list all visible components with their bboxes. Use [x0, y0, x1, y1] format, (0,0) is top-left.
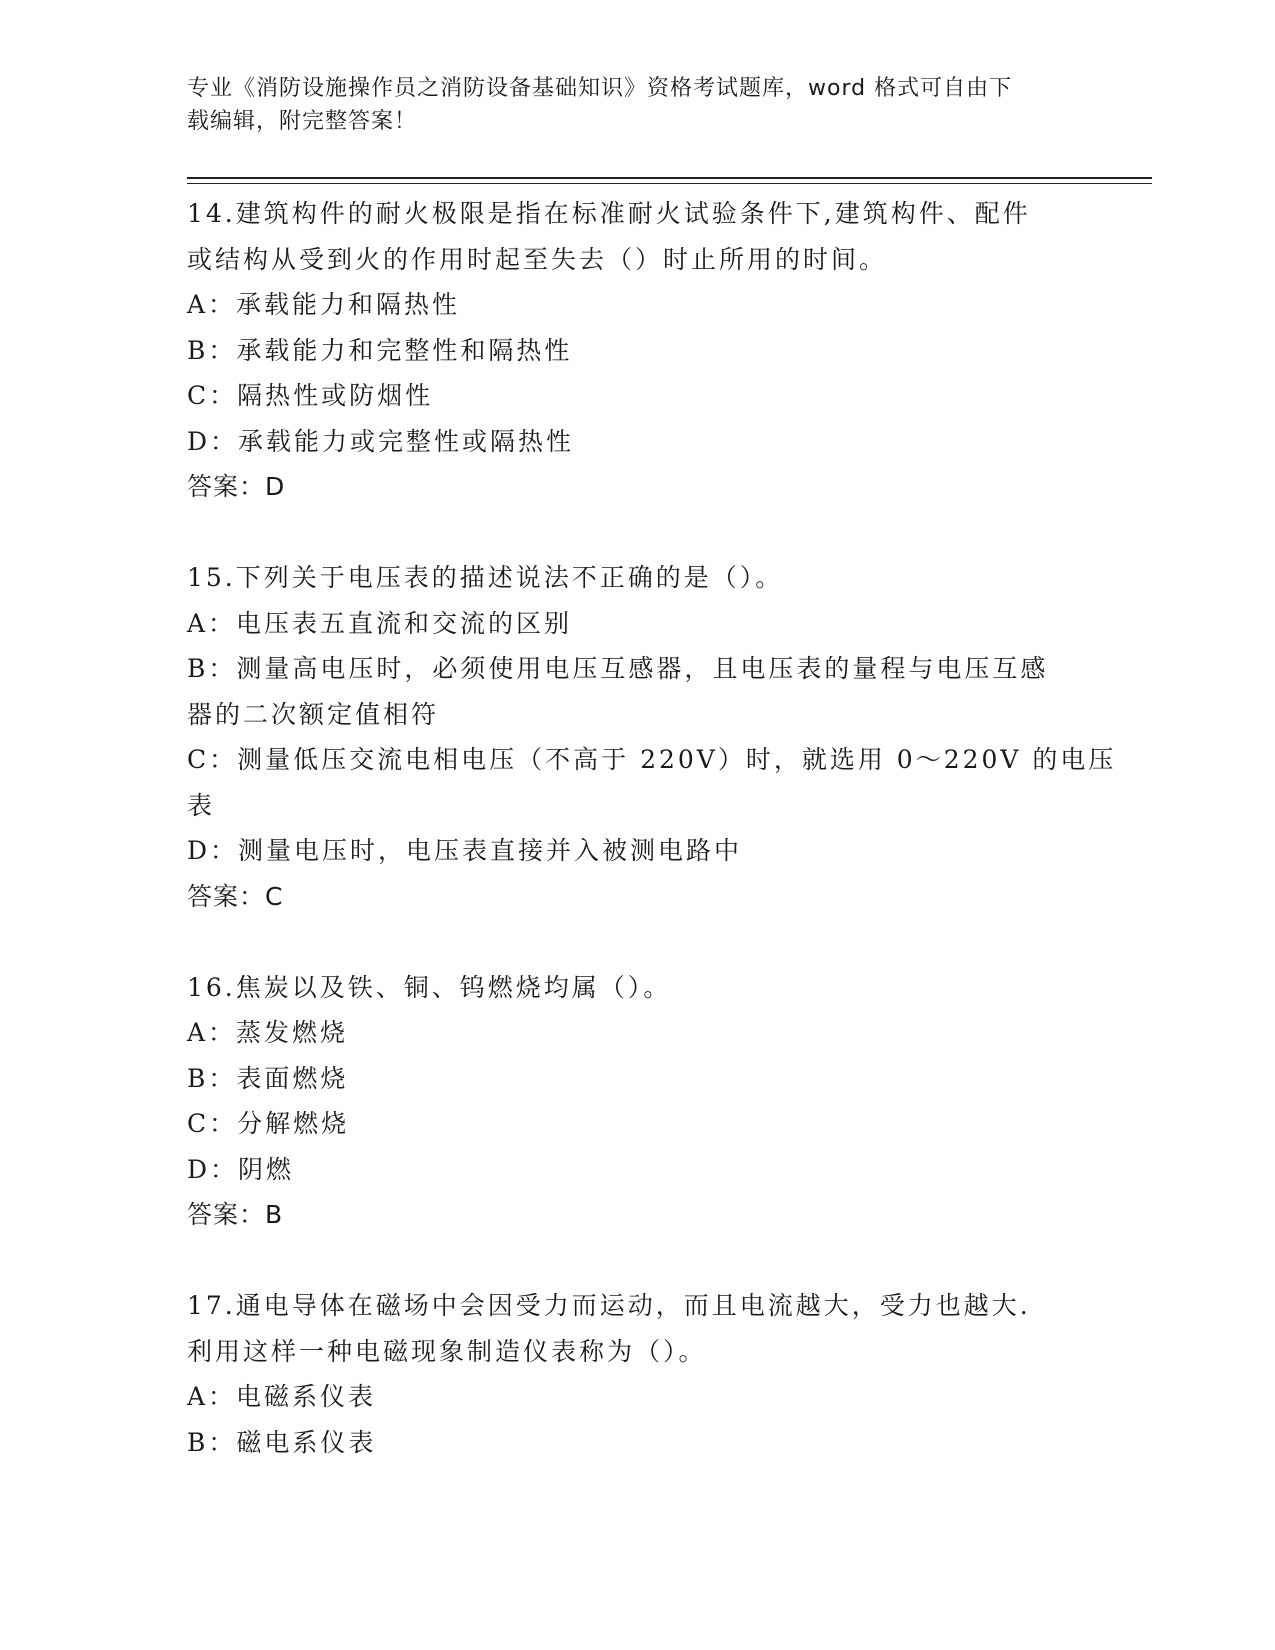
- answer: 答案：D: [187, 472, 286, 501]
- option-b: B：承载能力和完整性和隔热性: [187, 335, 573, 365]
- question-stem: 17.通电导体在磁场中会因受力而运动，而且电流越大，受力也越大.: [187, 1291, 1031, 1320]
- document-header: [187, 72, 1067, 138]
- option-c: C：隔热性或防烟性: [187, 381, 434, 410]
- option-b: B：磁电系仪表: [187, 1427, 377, 1457]
- header-divider-thin: [187, 183, 1152, 184]
- option-a: A：电磁系仪表: [187, 1382, 377, 1411]
- answer: 答案：C: [187, 881, 284, 911]
- question-16: [187, 965, 1087, 1238]
- question-stem: 15.下列关于电压表的描述说法不正确的是（）。: [187, 563, 784, 592]
- question-stem-continued: 或结构从受到火的作用时起至失去（）时止所用的时间。: [187, 244, 888, 274]
- question-spacer: [187, 1238, 1087, 1284]
- header-line-2: 载编辑，附完整答案！: [187, 109, 418, 134]
- question-spacer: [187, 510, 1087, 556]
- question-list: [187, 191, 1117, 1465]
- option-d: D：阴燃: [187, 1154, 295, 1184]
- question-stem: 16.焦炭以及铁、铜、钨燃烧均属（）。: [187, 972, 672, 1002]
- option-d: D：承载能力或完整性或隔热性: [187, 426, 575, 456]
- option-a: A：蒸发燃烧: [187, 1018, 349, 1047]
- question-17: [187, 1283, 1087, 1465]
- question-stem: 14.建筑构件的耐火极限是指在标准耐火试验条件下,建筑构件、配件: [187, 199, 1031, 228]
- option-c: C：测量低压交流电相电压（不高于 220V）时，就选用 0～220V 的电压: [187, 745, 1117, 774]
- option-c: C：分解燃烧: [187, 1109, 350, 1138]
- option-b: B：测量高电压时，必须使用电压互感器，且电压表的量程与电压互感: [187, 654, 1049, 683]
- option-c-continued: 表: [187, 790, 216, 820]
- header-divider-thick: [187, 177, 1152, 179]
- question-stem-continued: 利用这样一种电磁现象制造仪表称为（）。: [187, 1336, 707, 1366]
- question-spacer: [187, 919, 1087, 965]
- answer: 答案：B: [187, 1200, 284, 1229]
- header-line-1: 专业《消防设施操作员之消防设备基础知识》资格考试题库，word 格式可自由下: [187, 76, 1013, 101]
- option-a: A：承载能力和隔热性: [187, 290, 461, 319]
- option-d: D：测量电压时，电压表直接并入被测电路中: [187, 836, 743, 865]
- option-b-continued: 器的二次额定值相符: [187, 699, 440, 729]
- option-b: B：表面燃烧: [187, 1063, 349, 1093]
- question-14: [187, 191, 1087, 510]
- question-15: [187, 555, 1117, 919]
- option-a: A：电压表五直流和交流的区别: [187, 608, 573, 638]
